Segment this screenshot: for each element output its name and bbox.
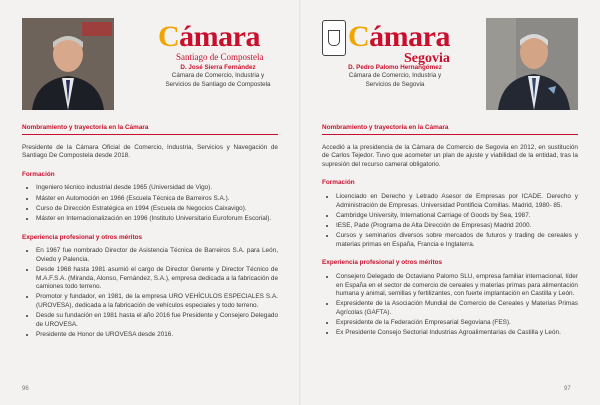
logo-word: ámara <box>369 20 450 53</box>
list-item: • Promotor y fundador, en 1981, de la empresa URO VEHÍCULOS ESPECIALES S.A. (UROVESA), dedicada a la fabricación de vehículos especiales y todo terreno. <box>36 293 278 310</box>
person-role-line-2: Servicios de Segovia <box>365 80 425 88</box>
experiencia-heading: Experiencia profesional y otros méritos <box>322 259 443 267</box>
person-role-line-1: Cámara de Comercio, Industria y <box>171 72 265 80</box>
logo-c-letter: C <box>348 20 370 53</box>
formacion-heading: Formación <box>22 170 55 178</box>
experiencia-heading: Experiencia profesional y otros méritos <box>22 233 143 241</box>
person-block-left <box>148 64 288 89</box>
list-item: • Presidente de Honor de UROVESA desde 2016. <box>36 331 278 340</box>
page-gutter <box>299 0 301 405</box>
right-content <box>322 124 578 348</box>
camara-segovia-logo <box>348 22 450 66</box>
logo-subtitle: Segovia <box>404 51 450 66</box>
heading-rule <box>22 134 278 135</box>
person-role-line-1: Cámara de Comercio, Industria y <box>348 72 442 80</box>
left-content <box>22 124 278 349</box>
list-item: • Máster en Internacionalización en 1996 (Instituto Universitario Euroforum Escorial). <box>36 215 278 224</box>
nombramiento-text: Accedió a la presidencia de la Cámara de Comercio de Segovia en 2012, en sustitución de Carlos Tejedor. Tuvo que acometer un plan de ajuste y viabilidad de la entidad, tras la supresión del recurso cameral obligatorio. <box>322 143 578 168</box>
person-name: D. Pedro Palomo Hernangómez <box>348 64 442 71</box>
list-item: • Desde 1968 hasta 1981 asumió el cargo de Director Gerente y Director Técnico de M.A.F.S.A. (Miranda, Alonso, Fernández, S.A.), empresa dedicada a la fabricación de camiones todo terreno. <box>36 266 278 292</box>
nombramiento-heading: Nombramiento y trayectoria en la Cámara <box>22 124 149 131</box>
heading-rule <box>322 134 578 135</box>
page-number-right: 97 <box>564 386 571 392</box>
list-item: • Cambridge University, International Carriage of Goods by Sea, 1987. <box>336 212 578 221</box>
list-item: • Máster en Automoción en 1966 (Escuela Técnica de Barreiros S.A.). <box>36 195 278 204</box>
portrait-photo-pedro-palomo <box>486 18 578 110</box>
list-item: • Ex Presidente Consejo Sectorial Industrias Agroalimentarias de Castilla y León. <box>336 329 578 338</box>
logo-subtitle: Santiago de Compostela <box>176 52 264 62</box>
list-item: • Expresidente de la Asociación Mundial de Comercio de Cereales y Materias Primas Agrícolas (GAFTA). <box>336 300 578 317</box>
portrait-photo-jose-sierra <box>22 18 114 110</box>
nombramiento-text: Presidente de la Cámara Oficial de Comercio, Industria, Servicios y Navegación de Santiago De Compostela desde 2018. <box>22 143 278 160</box>
list-item: • Licenciado en Derecho y Letrado Asesor de Empresas por ICADE. Derecho y Administración de Empresas. Universidad Pontificia Comillas. Madrid, 1980- 85. <box>336 193 578 210</box>
formacion-heading: Formación <box>322 179 355 187</box>
camara-santiago-logo <box>158 22 264 62</box>
experiencia-list <box>22 247 278 339</box>
portrait-figure-icon <box>486 18 578 110</box>
experiencia-list <box>322 273 578 338</box>
list-item: • Consejero Delegado de Octaviano Palomo SLU, empresa familiar internacional, líder en España en el sector de comercio de cereales y materias primas para alimentación humana y animal, semillas y fertilizantes, con fuerte implantación en Castilla y León. <box>336 273 578 299</box>
formacion-list <box>322 193 578 249</box>
formacion-list <box>22 184 278 223</box>
list-item: • En 1967 fue nombrado Director de Asistencia Técnica de Barreiros S.A. para León, Oviedo y Palencia. <box>36 247 278 264</box>
person-block-right <box>320 64 470 89</box>
logo-word: ámara <box>179 20 260 53</box>
list-item: • Desde su fundación en 1981 hasta el año 2016 fue Presidente y Consejero Delegado de UROVESA. <box>36 312 278 329</box>
portrait-figure-icon <box>22 18 114 110</box>
list-item: • Ingeniero técnico industrial desde 1965 (Universidad de Vigo). <box>36 184 278 193</box>
list-item: • Expresidente de la Federación Empresarial Segoviana (FES). <box>336 319 578 328</box>
page-number-left: 96 <box>22 386 29 392</box>
logo-c-letter: C <box>158 20 180 53</box>
list-item: • Cursos y seminarios diversos sobre mercados de futuros y trading de cereales y materias primas en España, Francia e Inglaterra. <box>336 232 578 249</box>
list-item: • Curso de Dirección Estratégica en 1994 (Escuela de Negocios Caixavigo). <box>36 205 278 214</box>
list-item: • IESE, Pade (Programa de Alta Dirección de Empresas) Madrid 2000. <box>336 222 578 231</box>
nombramiento-heading: Nombramiento y trayectoria en la Cámara <box>322 124 449 131</box>
person-name: D. José Sierra Fernández <box>180 64 256 71</box>
person-role-line-2: Servicios de Santiago de Compostela <box>165 80 271 88</box>
segovia-coat-of-arms-icon <box>322 20 346 56</box>
